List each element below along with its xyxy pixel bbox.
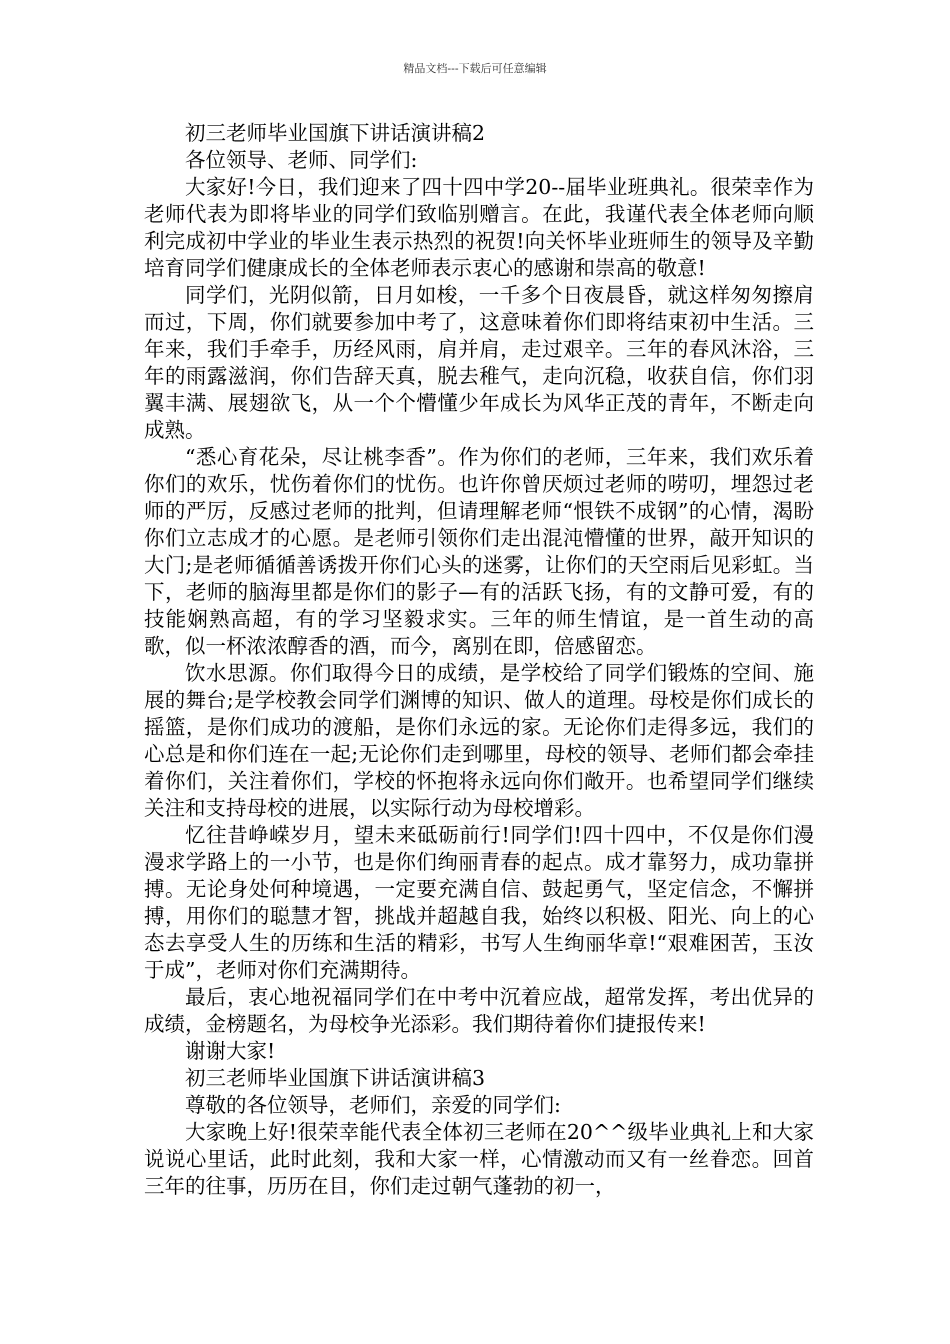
- salutation: 各位领导、老师、同学们:: [185, 148, 418, 172]
- document-body: [144, 120, 814, 1200]
- section-title: 初三老师毕业国旗下讲话演讲稿2: [185, 121, 486, 145]
- page-header: 精品文档---下载后可任意编辑: [403, 62, 547, 75]
- body-paragraph: “悉心育花朵，尽让桃李香”。作为你们的老师，三年来，我们欢乐着你们的欢乐，忧伤着你们的忧伤。也许你曾厌烦过老师的唠叨，埋怨过老师的严厉，反感过老师的批判，但请理解老师“恨铁不成钢”的心情，渴盼你们立志成才的心愿。是老师引领你们走出混沌懵懂的世界，敲开知识的大门;是老师循循善诱拨开你们心头的迷雾，让你们的天空雨后见彩虹。当下，老师的脑海里都是你们的影子—有的活跃飞扬，有的文静可爱，有的技能娴熟高超，有的学习坚毅求实。三年的师生情谊，是一首生动的高歌，似一杯浓浓醇香的酒，而今，离别在即，倍感留恋。: [144, 445, 814, 658]
- closing-line: 谢谢大家!: [185, 1039, 276, 1063]
- body-paragraph: 最后，衷心地祝福同学们在中考中沉着应战，超常发挥，考出优异的成绩，金榜题名，为母校争光添彩。我们期待着你们捷报传来!: [144, 985, 814, 1036]
- body-paragraph: 大家晚上好!很荣幸能代表全体初三老师在20^^级毕业典礼上和大家说说心里话，此时此刻，我和大家一样，心情激动而又有一丝眷恋。回首三年的往事，历历在目，你们走过朝气蓬勃的初一，: [144, 1120, 814, 1198]
- salutation: 尊敬的各位领导，老师们，亲爱的同学们:: [185, 1093, 561, 1117]
- section-title: 初三老师毕业国旗下讲话演讲稿3: [185, 1066, 486, 1090]
- body-paragraph: 忆往昔峥嵘岁月，望未来砥砺前行!同学们!四十四中，不仅是你们漫漫求学路上的一小节，也是你们绚丽青春的起点。成才靠努力，成功靠拼搏。无论身处何种境遇，一定要充满自信、鼓起勇气，坚定信念，不懈拼搏，用你们的聪慧才智，挑战并超越自我，始终以积极、阳光、向上的心态去享受人生的历练和生活的精彩，书写人生绚丽华章!“艰难困苦，玉汝于成”，老师对你们充满期待。: [144, 823, 814, 982]
- body-paragraph: 大家好!今日，我们迎来了四十四中学20--届毕业班典礼。很荣幸作为老师代表为即将毕业的同学们致临别赠言。在此，我谨代表全体老师向顺利完成初中学业的毕业生表示热烈的祝贺!向关怀毕业班师生的领导及辛勤培育同学们健康成长的全体老师表示衷心的感谢和崇高的敬意!: [144, 175, 814, 280]
- body-paragraph: 同学们，光阴似箭，日月如梭，一千多个日夜晨昏，就这样匆匆擦肩而过，下周，你们就要参加中考了，这意味着你们即将结束初中生活。三年来，我们手牵手，历经风雨，肩并肩，走过艰辛。三年的春风沐浴，三年的雨露滋润，你们告辞天真，脱去稚气，走向沉稳，收获自信，你们羽翼丰满、展翅欲飞，从一个个懵懂少年成长为风华正茂的青年，不断走向成熟。: [144, 283, 814, 442]
- body-paragraph: 饮水思源。你们取得今日的成绩，是学校给了同学们锻炼的空间、施展的舞台;是学校教会同学们渊博的知识、做人的道理。母校是你们成长的摇篮，是你们成功的渡船，是你们永远的家。无论你们走得多远，我们的心总是和你们连在一起;无论你们走到哪里，母校的领导、老师们都会牵挂着你们，关注着你们，学校的怀抱将永远向你们敞开。也希望同学们继续关注和支持母校的进展，以实际行动为母校增彩。: [144, 661, 814, 820]
